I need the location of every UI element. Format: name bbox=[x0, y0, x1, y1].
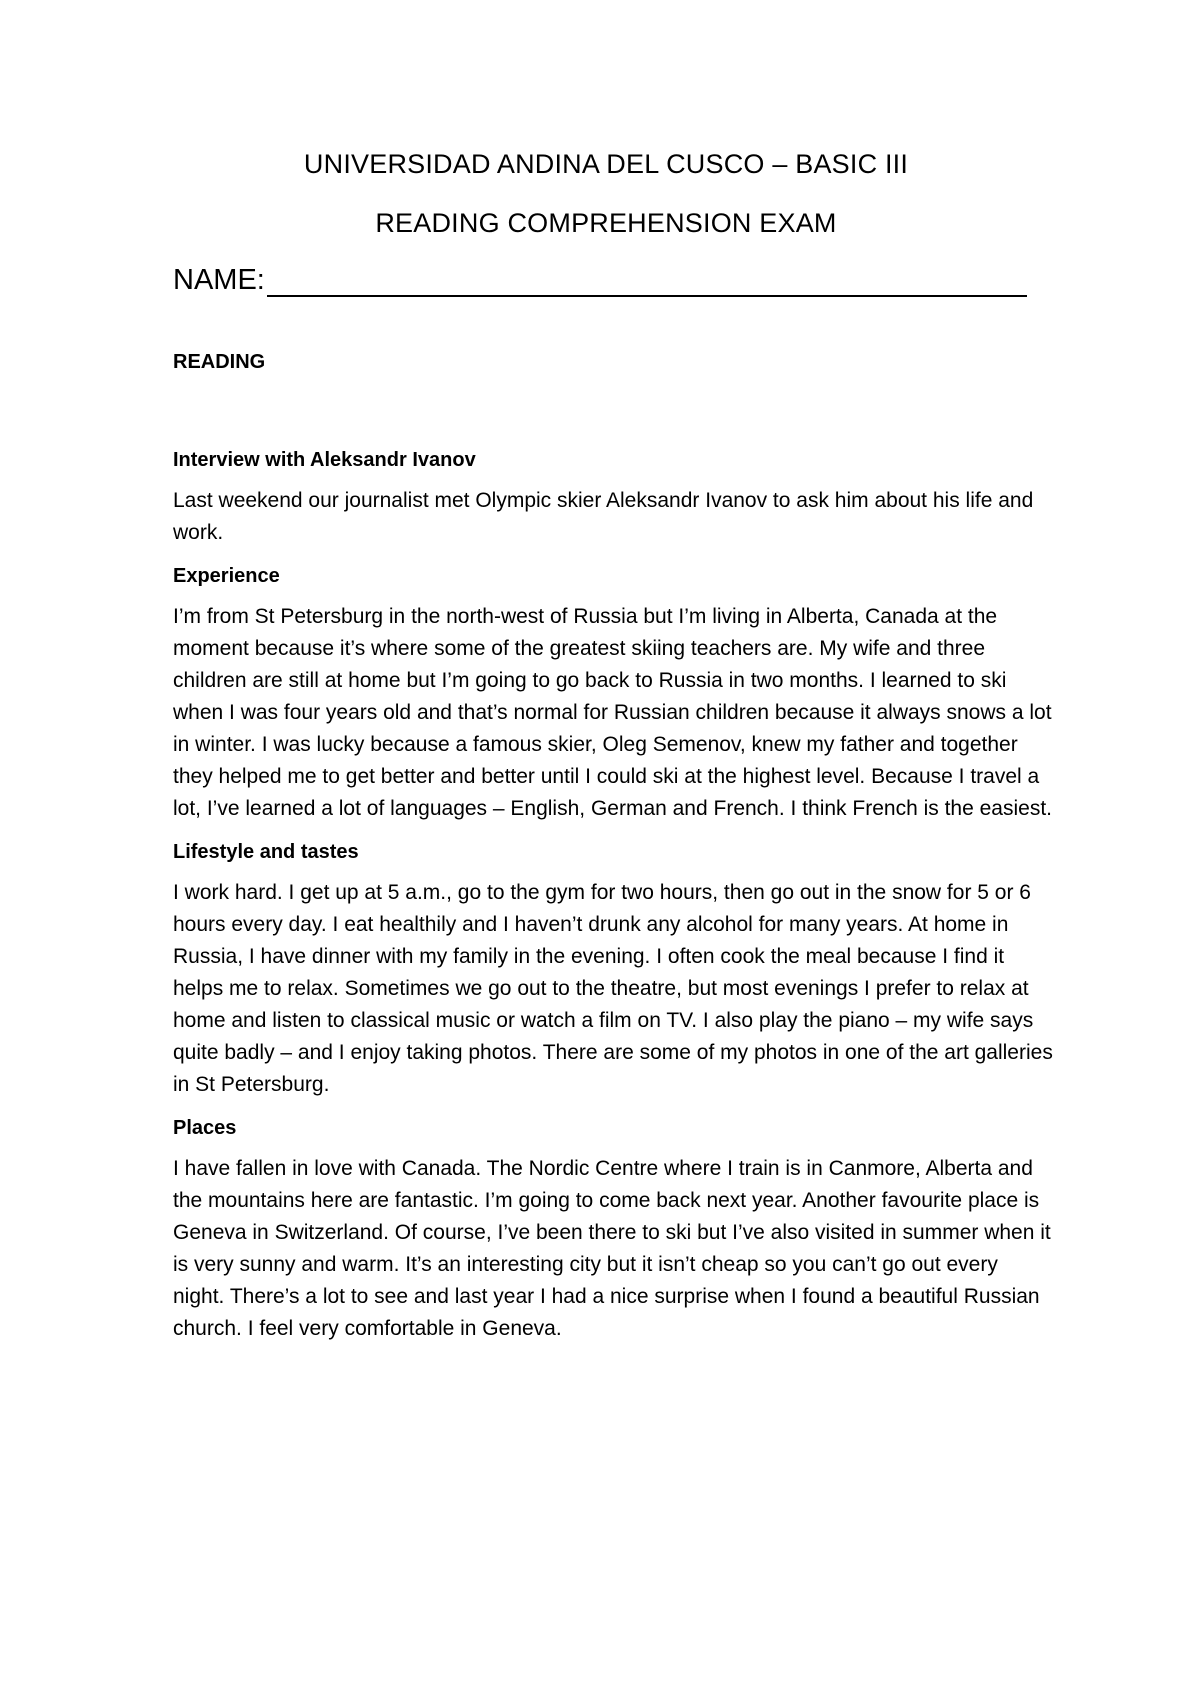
exam-title: READING COMPREHENSION EXAM bbox=[375, 208, 837, 238]
name-blank-line[interactable] bbox=[267, 269, 1027, 297]
page-content bbox=[173, 148, 1053, 1345]
university-title: UNIVERSIDAD ANDINA DEL CUSCO – BASIC III bbox=[303, 149, 909, 179]
places-paragraph: I have fallen in love with Canada. The Nordic Centre where I train is in Canmore, Alberta and the mountains here are fantastic. I’m going to come back next year. Another favourite place is Geneva in Switzerland. Of course, I’ve been there to ski but I’ve also visited in summer when it is very sunny and warm. It’s an interesting city but it isn’t cheap so you can’t go out every night. There’s a lot to see and last year I had a nice surprise when I found a beautiful Russian church. I feel very comfortable in Geneva. bbox=[173, 1157, 1051, 1340]
article-title: Interview with Aleksandr Ivanov bbox=[173, 449, 476, 471]
places-heading: Places bbox=[173, 1117, 237, 1139]
experience-heading: Experience bbox=[173, 565, 280, 587]
section-label: READING bbox=[173, 351, 266, 373]
name-label: NAME: bbox=[173, 264, 265, 296]
lifestyle-heading: Lifestyle and tastes bbox=[173, 841, 359, 863]
article-intro: Last weekend our journalist met Olympic skier Aleksandr Ivanov to ask him about his life and work. bbox=[173, 489, 1034, 544]
name-field-row bbox=[173, 263, 1053, 297]
lifestyle-paragraph: I work hard. I get up at 5 a.m., go to the gym for two hours, then go out in the snow for 5 or 6 hours every day. I eat healthily and I haven’t drunk any alcohol for many years. At home in Russia, I have dinner with my family in the evening. I often cook the meal because I find it helps me to relax. Sometimes we go out to the theatre, but most evenings I prefer to relax at home and listen to classical music or watch a film on TV. I also play the piano – my wife says quite badly – and I enjoy taking photos. There are some of my photos in one of the art galleries in St Petersburg. bbox=[173, 881, 1053, 1096]
experience-paragraph: I’m from St Petersburg in the north-west of Russia but I’m living in Alberta, Canada at the moment because it’s where some of the greatest skiing teachers are. My wife and three children are still at home but I’m going to go back to Russia in two months. I learned to ski when I was four years old and that’s normal for Russian children because it always snows a lot in winter. I was lucky because a famous skier, Oleg Semenov, knew my father and together they helped me to get better and better until I could ski at the highest level. Because I travel a lot, I’ve learned a lot of languages – English, German and French. I think French is the easiest. bbox=[173, 605, 1052, 820]
